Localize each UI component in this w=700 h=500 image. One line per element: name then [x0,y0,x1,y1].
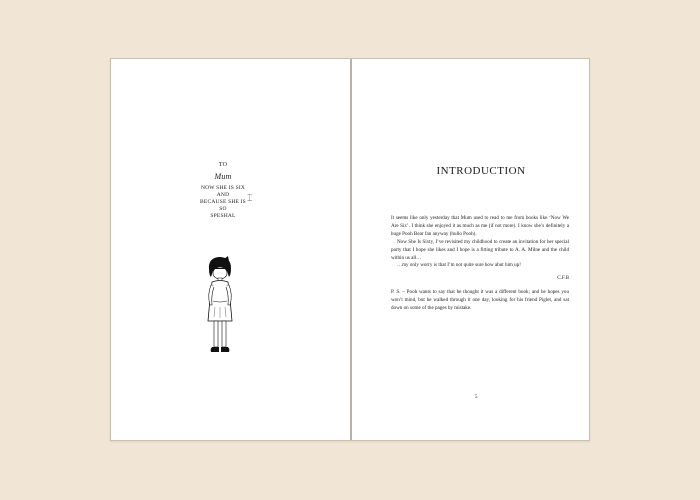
postscript: P. S. – Pooh wants to say that he thought it was a different book; and he hopes you won’t mind, but he walked through it one day, looking for his friend Piglet, and sat down on some of the pages by mistake. [391,289,569,312]
girl-illustration [203,255,237,359]
dedication-line: BECAUSE SHE IS [200,199,246,205]
dedication [181,162,265,220]
dedication-to: TO [218,162,228,168]
page-title: INTRODUCTION [436,165,526,177]
dedication-line: SO [219,206,227,212]
text-cursor-icon: ⌶ [247,193,253,203]
page-number: 5 [475,395,478,400]
dedication-name: Mum [214,172,232,181]
dedication-line: SPESHAL [210,213,236,219]
signature: C.F.B [557,275,569,282]
introduction-text [391,215,569,313]
paragraph: …my only worry is that I’m not quite sure how abut him up! [397,262,521,269]
open-book-spread [110,58,590,441]
left-page [111,59,350,440]
dedication-line: NOW SHE IS SIX [200,185,246,191]
paragraph: It seems like only yesterday that Mum used to read to me from books like ‘Now We Are Six’. I think she enjoyed it as much as me (if not more). I know she’s definitely a huge Pooh Bear fan anyway (hullo Pooh). [391,215,569,237]
paragraph: Now She Is Sixty, I’ve revisited my childhood to create an invitation for her special party that I hope she likes and I hope is a fitting tribute to A. A. Milne and the child within us all… [391,238,569,261]
right-page [352,59,590,440]
dedication-line: AND [216,192,230,198]
